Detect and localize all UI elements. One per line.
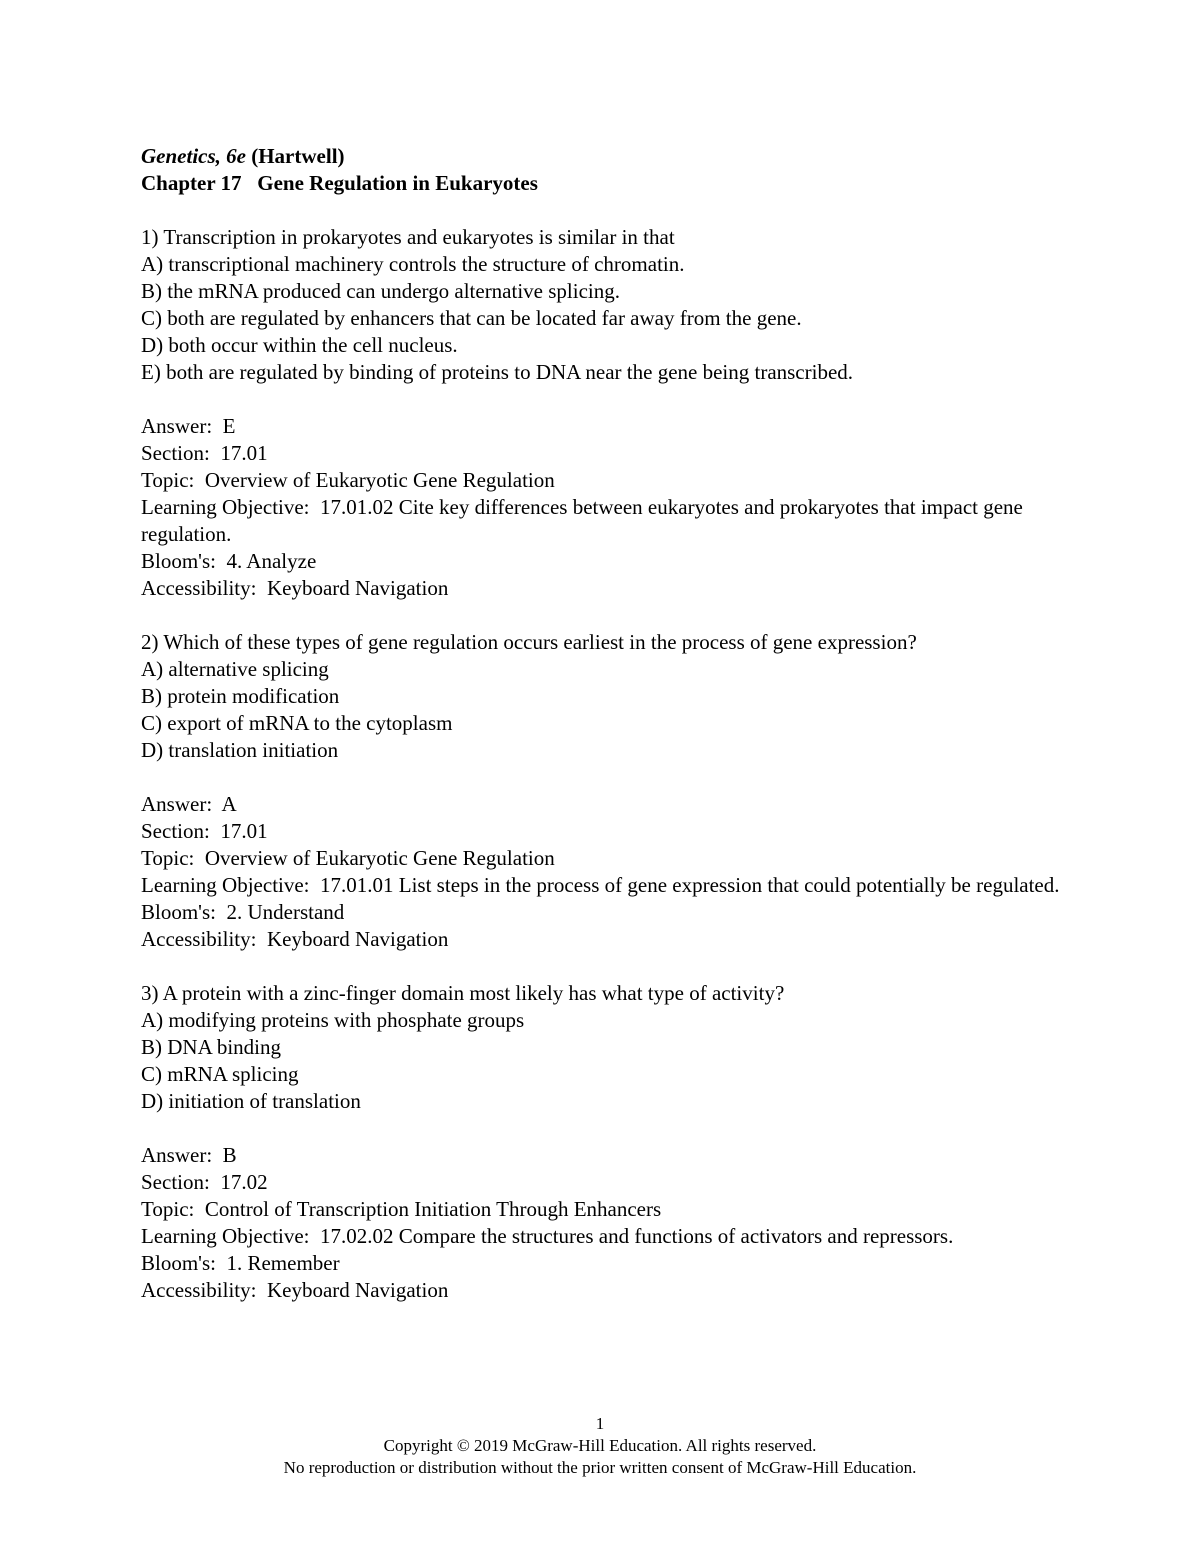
answer-option: A) alternative splicing — [141, 657, 329, 681]
answer-key: Answer: A — [141, 792, 237, 816]
topic-ref: Topic: Overview of Eukaryotic Gene Regulation — [141, 468, 555, 492]
answer-option: D) both occur within the cell nucleus. — [141, 333, 458, 357]
answer-option: D) initiation of translation — [141, 1089, 361, 1113]
blooms-level: Bloom's: 1. Remember — [141, 1251, 340, 1275]
copyright-line: Copyright © 2019 McGraw-Hill Education. All rights reserved. — [383, 1436, 817, 1455]
section-ref: Section: 17.01 — [141, 819, 268, 843]
answer-option: C) export of mRNA to the cytoplasm — [141, 711, 453, 735]
question-stem: 1) Transcription in prokaryotes and eukaryotes is similar in that — [141, 225, 675, 249]
answer-option: A) transcriptional machinery controls the structure of chromatin. — [141, 252, 685, 276]
answer-option: B) DNA binding — [141, 1035, 282, 1059]
section-ref: Section: 17.02 — [141, 1170, 268, 1194]
topic-ref: Topic: Control of Transcription Initiation Through Enhancers — [141, 1197, 662, 1221]
question-stem: 2) Which of these types of gene regulation occurs earliest in the process of gene expression? — [141, 630, 917, 654]
page-content — [141, 143, 1081, 1304]
page-footer — [0, 1413, 1200, 1479]
question-stem: 3) A protein with a zinc-finger domain most likely has what type of activity? — [141, 981, 785, 1005]
answer-option: A) modifying proteins with phosphate groups — [141, 1008, 525, 1032]
book-author: (Hartwell) — [245, 144, 345, 168]
page-number: 1 — [595, 1414, 605, 1433]
question-1 — [141, 224, 1081, 602]
answer-option: E) both are regulated by binding of proteins to DNA near the gene being transcribed. — [141, 360, 854, 384]
blooms-level: Bloom's: 4. Analyze — [141, 549, 317, 573]
answer-key: Answer: B — [141, 1143, 237, 1167]
answer-option: B) protein modification — [141, 684, 340, 708]
book-title-line — [141, 143, 1081, 170]
answer-option: C) both are regulated by enhancers that can be located far away from the gene. — [141, 306, 802, 330]
section-ref: Section: 17.01 — [141, 441, 268, 465]
chapter-title: Chapter 17 Gene Regulation in Eukaryotes — [141, 171, 538, 195]
learning-objective: Learning Objective: 17.01.01 List steps in the process of gene expression that could potentially be regulated. — [141, 873, 1060, 897]
accessibility-note: Accessibility: Keyboard Navigation — [141, 1278, 449, 1302]
answer-option: B) the mRNA produced can undergo alternative splicing. — [141, 279, 620, 303]
answer-option: D) translation initiation — [141, 738, 339, 762]
accessibility-note: Accessibility: Keyboard Navigation — [141, 576, 449, 600]
reproduction-notice: No reproduction or distribution without the prior written consent of McGraw-Hill Education. — [283, 1458, 917, 1477]
answer-option: C) mRNA splicing — [141, 1062, 299, 1086]
topic-ref: Topic: Overview of Eukaryotic Gene Regulation — [141, 846, 555, 870]
question-2 — [141, 629, 1081, 953]
learning-objective: Learning Objective: 17.01.02 Cite key differences between eukaryotes and prokaryotes that impact gene regulation. — [141, 495, 1029, 546]
question-3 — [141, 980, 1081, 1304]
answer-key: Answer: E — [141, 414, 236, 438]
blooms-level: Bloom's: 2. Understand — [141, 900, 345, 924]
accessibility-note: Accessibility: Keyboard Navigation — [141, 927, 449, 951]
book-title: Genetics, 6e — [141, 144, 246, 168]
learning-objective: Learning Objective: 17.02.02 Compare the structures and functions of activators and repressors. — [141, 1224, 954, 1248]
